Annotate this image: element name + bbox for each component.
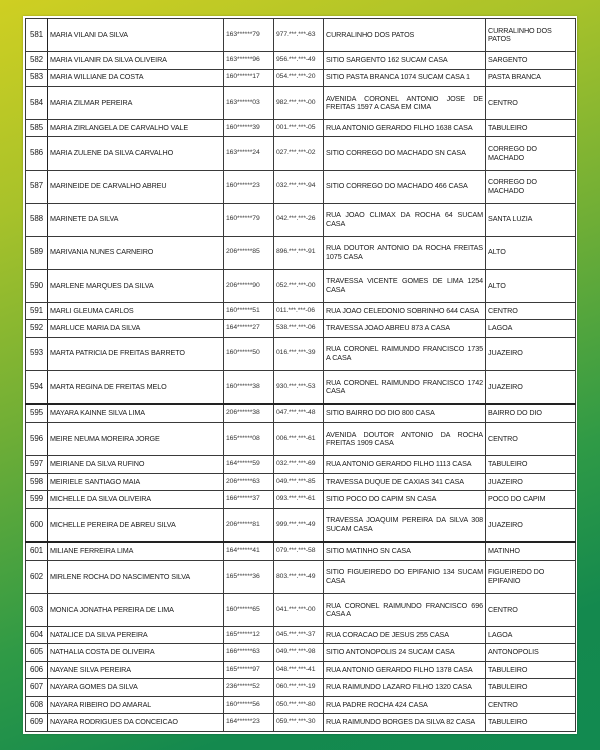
row-number-cell: 598 [26, 473, 48, 490]
nis-number-cell: 160******65 [224, 593, 274, 626]
table-row [26, 491, 576, 508]
cpf-number-cell: 006.***.***-61 [274, 423, 324, 456]
person-name-cell: MARIA ZILMAR PEREIRA [48, 86, 224, 119]
nis-number-cell: 236******52 [224, 679, 274, 696]
table-row [26, 423, 576, 456]
neighborhood-cell: ALTO [486, 269, 576, 302]
person-name-cell: NATALICE DA SILVA PEREIRA [48, 627, 224, 644]
table-row [26, 593, 576, 626]
cpf-number-cell: 054.***.***-20 [274, 69, 324, 86]
table-row [26, 370, 576, 404]
address-cell: TRAVESSA DUQUE DE CAXIAS 341 CASA [324, 473, 486, 490]
person-name-cell: MEIRE NEUMA MOREIRA JORGE [48, 423, 224, 456]
address-cell: RUA CORONEL RAIMUNDO FRANCISCO 1735 A CASA [324, 337, 486, 370]
neighborhood-cell: CENTRO [486, 696, 576, 713]
table-row [26, 404, 576, 422]
row-number-cell: 590 [26, 269, 48, 302]
table-row [26, 203, 576, 236]
nis-number-cell: 206******63 [224, 473, 274, 490]
address-cell: RUA RAIMUNDO LAZARO FILHO 1320 CASA [324, 679, 486, 696]
row-number-cell: 604 [26, 627, 48, 644]
table-row [26, 337, 576, 370]
neighborhood-cell: CENTRO [486, 302, 576, 319]
person-name-cell: MARINEIDE DE CARVALHO ABREU [48, 170, 224, 203]
cpf-number-cell: 045.***.***-37 [274, 627, 324, 644]
address-cell: TRAVESSA JOAQUIM PEREIRA DA SILVA 308 SUCAM CASA [324, 508, 486, 542]
address-cell: RUA ANTONIO GERARDO FILHO 1378 CASA [324, 661, 486, 678]
address-cell: RUA DOUTOR ANTONIO DA ROCHA FREITAS 1075 CASA [324, 236, 486, 269]
table-row [26, 696, 576, 713]
nis-number-cell: 163******96 [224, 52, 274, 69]
table-row [26, 456, 576, 473]
neighborhood-cell: ALTO [486, 236, 576, 269]
row-number-cell: 603 [26, 593, 48, 626]
cpf-number-cell: 042.***.***-26 [274, 203, 324, 236]
person-name-cell: MARIA ZIRLANGELA DE CARVALHO VALE [48, 120, 224, 137]
row-number-cell: 596 [26, 423, 48, 456]
cpf-number-cell: 956.***.***-49 [274, 52, 324, 69]
row-number-cell: 593 [26, 337, 48, 370]
row-number-cell: 608 [26, 696, 48, 713]
nis-number-cell: 165******12 [224, 627, 274, 644]
person-name-cell: MEIRIELE SANTIAGO MAIA [48, 473, 224, 490]
row-number-cell: 594 [26, 370, 48, 404]
cpf-number-cell: 032.***.***-94 [274, 170, 324, 203]
nis-number-cell: 160******38 [224, 370, 274, 404]
person-name-cell: MARIVANIA NUNES CARNEIRO [48, 236, 224, 269]
neighborhood-cell: PASTA BRANCA [486, 69, 576, 86]
cpf-number-cell: 041.***.***-00 [274, 593, 324, 626]
neighborhood-cell: FIGUEIREDO DO EPIFANIO [486, 560, 576, 593]
table-row [26, 19, 576, 52]
cpf-number-cell: 001.***.***-05 [274, 120, 324, 137]
address-cell: SITIO CORREGO DO MACHADO 466 CASA [324, 170, 486, 203]
beneficiary-table [25, 18, 576, 732]
person-name-cell: MARINETE DA SILVA [48, 203, 224, 236]
nis-number-cell: 160******50 [224, 337, 274, 370]
nis-number-cell: 166******63 [224, 644, 274, 661]
person-name-cell: MARIA VILANI DA SILVA [48, 19, 224, 52]
table-row [26, 170, 576, 203]
neighborhood-cell: JUAZEIRO [486, 508, 576, 542]
cpf-number-cell: 049.***.***-98 [274, 644, 324, 661]
cpf-number-cell: 050.***.***-80 [274, 696, 324, 713]
cpf-number-cell: 048.***.***-41 [274, 661, 324, 678]
person-name-cell: MARIA WILLIANE DA COSTA [48, 69, 224, 86]
address-cell: SITIO CORREGO DO MACHADO SN CASA [324, 137, 486, 170]
neighborhood-cell: TABULEIRO [486, 679, 576, 696]
row-number-cell: 599 [26, 491, 48, 508]
row-number-cell: 585 [26, 120, 48, 137]
address-cell: RUA PADRE ROCHA 424 CASA [324, 696, 486, 713]
nis-number-cell: 164******27 [224, 320, 274, 337]
person-name-cell: MARLUCE MARIA DA SILVA [48, 320, 224, 337]
nis-number-cell: 160******23 [224, 170, 274, 203]
cpf-number-cell: 079.***.***-58 [274, 542, 324, 560]
person-name-cell: MARIA ZULENE DA SILVA CARVALHO [48, 137, 224, 170]
cpf-number-cell: 016.***.***-39 [274, 337, 324, 370]
address-cell: SITIO ANTONOPOLIS 24 SUCAM CASA [324, 644, 486, 661]
row-number-cell: 582 [26, 52, 48, 69]
address-cell: RUA ANTONIO GERARDO FILHO 1113 CASA [324, 456, 486, 473]
neighborhood-cell: SANTA LUZIA [486, 203, 576, 236]
address-cell: RUA RAIMUNDO BORGES DA SILVA 82 CASA [324, 714, 486, 732]
row-number-cell: 595 [26, 404, 48, 422]
nis-number-cell: 165******08 [224, 423, 274, 456]
neighborhood-cell: ANTONOPOLIS [486, 644, 576, 661]
table-row [26, 269, 576, 302]
cpf-number-cell: 032.***.***-69 [274, 456, 324, 473]
neighborhood-cell: TABULEIRO [486, 661, 576, 678]
person-name-cell: MAYARA KAINNE SILVA LIMA [48, 404, 224, 422]
nis-number-cell: 206******85 [224, 236, 274, 269]
address-cell: RUA CORONEL RAIMUNDO FRANCISCO 696 CASA A [324, 593, 486, 626]
nis-number-cell: 160******39 [224, 120, 274, 137]
neighborhood-cell: SARGENTO [486, 52, 576, 69]
neighborhood-cell: CORREGO DO MACHADO [486, 170, 576, 203]
cpf-number-cell: 011.***.***-06 [274, 302, 324, 319]
nis-number-cell: 206******90 [224, 269, 274, 302]
row-number-cell: 606 [26, 661, 48, 678]
row-number-cell: 609 [26, 714, 48, 732]
neighborhood-cell: JUAZEIRO [486, 337, 576, 370]
neighborhood-cell: LAGOA [486, 627, 576, 644]
person-name-cell: MARLENE MARQUES DA SILVA [48, 269, 224, 302]
table-row [26, 714, 576, 732]
person-name-cell: NAYARA RIBEIRO DO AMARAL [48, 696, 224, 713]
nis-number-cell: 164******59 [224, 456, 274, 473]
row-number-cell: 607 [26, 679, 48, 696]
cpf-number-cell: 977.***.***-63 [274, 19, 324, 52]
neighborhood-cell: POCO DO CAPIM [486, 491, 576, 508]
nis-number-cell: 164******23 [224, 714, 274, 732]
address-cell: RUA JOAO CELEDONIO SOBRINHO 644 CASA [324, 302, 486, 319]
cpf-number-cell: 999.***.***-49 [274, 508, 324, 542]
row-number-cell: 591 [26, 302, 48, 319]
address-cell: SITIO BAIRRO DO DIO 800 CASA [324, 404, 486, 422]
person-name-cell: NAYARA GOMES DA SILVA [48, 679, 224, 696]
nis-number-cell: 164******41 [224, 542, 274, 560]
table-row [26, 560, 576, 593]
nis-number-cell: 163******79 [224, 19, 274, 52]
cpf-number-cell: 059.***.***-30 [274, 714, 324, 732]
table-row [26, 661, 576, 678]
neighborhood-cell: CENTRO [486, 423, 576, 456]
person-name-cell: MARTA REGINA DE FREITAS MELO [48, 370, 224, 404]
row-number-cell: 584 [26, 86, 48, 119]
nis-number-cell: 166******37 [224, 491, 274, 508]
address-cell: SITIO SARGENTO 162 SUCAM CASA [324, 52, 486, 69]
person-name-cell: NAYANE SILVA PEREIRA [48, 661, 224, 678]
person-name-cell: MARIA VILANIR DA SILVA OLIVEIRA [48, 52, 224, 69]
address-cell: SITIO FIGUEIREDO DO EPIFANIO 134 SUCAM CASA [324, 560, 486, 593]
cpf-number-cell: 027.***.***-02 [274, 137, 324, 170]
nis-number-cell: 165******97 [224, 661, 274, 678]
row-number-cell: 600 [26, 508, 48, 542]
address-cell: TRAVESSA JOAO ABREU 873 A CASA [324, 320, 486, 337]
table-row [26, 120, 576, 137]
nis-number-cell: 160******56 [224, 696, 274, 713]
row-number-cell: 589 [26, 236, 48, 269]
table-row [26, 679, 576, 696]
table-row [26, 644, 576, 661]
address-cell: RUA CORONEL RAIMUNDO FRANCISCO 1742 CASA [324, 370, 486, 404]
address-cell: AVENIDA CORONEL ANTONIO JOSE DE FREITAS 1597 A CASA EM CIMA [324, 86, 486, 119]
row-number-cell: 581 [26, 19, 48, 52]
table-row [26, 302, 576, 319]
row-number-cell: 605 [26, 644, 48, 661]
row-number-cell: 601 [26, 542, 48, 560]
nis-number-cell: 160******79 [224, 203, 274, 236]
nis-number-cell: 163******03 [224, 86, 274, 119]
nis-number-cell: 206******38 [224, 404, 274, 422]
row-number-cell: 592 [26, 320, 48, 337]
cpf-number-cell: 060.***.***-19 [274, 679, 324, 696]
person-name-cell: MIRLENE ROCHA DO NASCIMENTO SILVA [48, 560, 224, 593]
person-name-cell: MILIANE FERREIRA LIMA [48, 542, 224, 560]
cpf-number-cell: 982.***.***-00 [274, 86, 324, 119]
row-number-cell: 588 [26, 203, 48, 236]
neighborhood-cell: MATINHO [486, 542, 576, 560]
neighborhood-cell: JUAZEIRO [486, 473, 576, 490]
cpf-number-cell: 049.***.***-85 [274, 473, 324, 490]
address-cell: RUA CORACAO DE JESUS 255 CASA [324, 627, 486, 644]
cpf-number-cell: 930.***.***-53 [274, 370, 324, 404]
table-row [26, 69, 576, 86]
person-name-cell: MEIRIANE DA SILVA RUFINO [48, 456, 224, 473]
table-row [26, 542, 576, 560]
person-name-cell: NATHALIA COSTA DE OLIVEIRA [48, 644, 224, 661]
cpf-number-cell: 803.***.***-49 [274, 560, 324, 593]
neighborhood-cell: CENTRO [486, 86, 576, 119]
address-cell: CURRALINHO DOS PATOS [324, 19, 486, 52]
cpf-number-cell: 047.***.***-48 [274, 404, 324, 422]
neighborhood-cell: BAIRRO DO DIO [486, 404, 576, 422]
address-cell: SITIO POCO DO CAPIM SN CASA [324, 491, 486, 508]
row-number-cell: 597 [26, 456, 48, 473]
table-row [26, 508, 576, 542]
address-cell: TRAVESSA VICENTE GOMES DE LIMA 1254 CASA [324, 269, 486, 302]
nis-number-cell: 206******81 [224, 508, 274, 542]
person-name-cell: MARTA PATRICIA DE FREITAS BARRETO [48, 337, 224, 370]
nis-number-cell: 160******51 [224, 302, 274, 319]
table-row [26, 236, 576, 269]
cpf-number-cell: 052.***.***-00 [274, 269, 324, 302]
address-cell: RUA ANTONIO GERARDO FILHO 1638 CASA [324, 120, 486, 137]
person-name-cell: MARLI GLEUMA CARLOS [48, 302, 224, 319]
address-cell: AVENIDA DOUTOR ANTONIO DA ROCHA FREITAS 1909 CASA [324, 423, 486, 456]
cpf-number-cell: 896.***.***-91 [274, 236, 324, 269]
table-row [26, 627, 576, 644]
table-body [26, 19, 576, 732]
cpf-number-cell: 093.***.***-61 [274, 491, 324, 508]
person-name-cell: MICHELLE DA SILVA OLIVEIRA [48, 491, 224, 508]
neighborhood-cell: TABULEIRO [486, 714, 576, 732]
neighborhood-cell: LAGOA [486, 320, 576, 337]
person-name-cell: MONICA JONATHA PEREIRA DE LIMA [48, 593, 224, 626]
neighborhood-cell: CURRALINHO DOS PATOS [486, 19, 576, 52]
table-row [26, 86, 576, 119]
nis-number-cell: 160******17 [224, 69, 274, 86]
nis-number-cell: 163******24 [224, 137, 274, 170]
table-row [26, 137, 576, 170]
row-number-cell: 583 [26, 69, 48, 86]
neighborhood-cell: CORREGO DO MACHADO [486, 137, 576, 170]
neighborhood-cell: CENTRO [486, 593, 576, 626]
row-number-cell: 587 [26, 170, 48, 203]
table-row [26, 52, 576, 69]
person-name-cell: NAYARA RODRIGUES DA CONCEICAO [48, 714, 224, 732]
document-sheet [23, 16, 577, 734]
neighborhood-cell: TABULEIRO [486, 120, 576, 137]
table-row [26, 473, 576, 490]
address-cell: SITIO MATINHO SN CASA [324, 542, 486, 560]
table-row [26, 320, 576, 337]
nis-number-cell: 165******36 [224, 560, 274, 593]
person-name-cell: MICHELLE PEREIRA DE ABREU SILVA [48, 508, 224, 542]
cpf-number-cell: 538.***.***-06 [274, 320, 324, 337]
neighborhood-cell: TABULEIRO [486, 456, 576, 473]
address-cell: SITIO PASTA BRANCA 1074 SUCAM CASA 1 [324, 69, 486, 86]
neighborhood-cell: JUAZEIRO [486, 370, 576, 404]
address-cell: RUA JOAO CLIMAX DA ROCHA 64 SUCAM CASA [324, 203, 486, 236]
row-number-cell: 602 [26, 560, 48, 593]
row-number-cell: 586 [26, 137, 48, 170]
